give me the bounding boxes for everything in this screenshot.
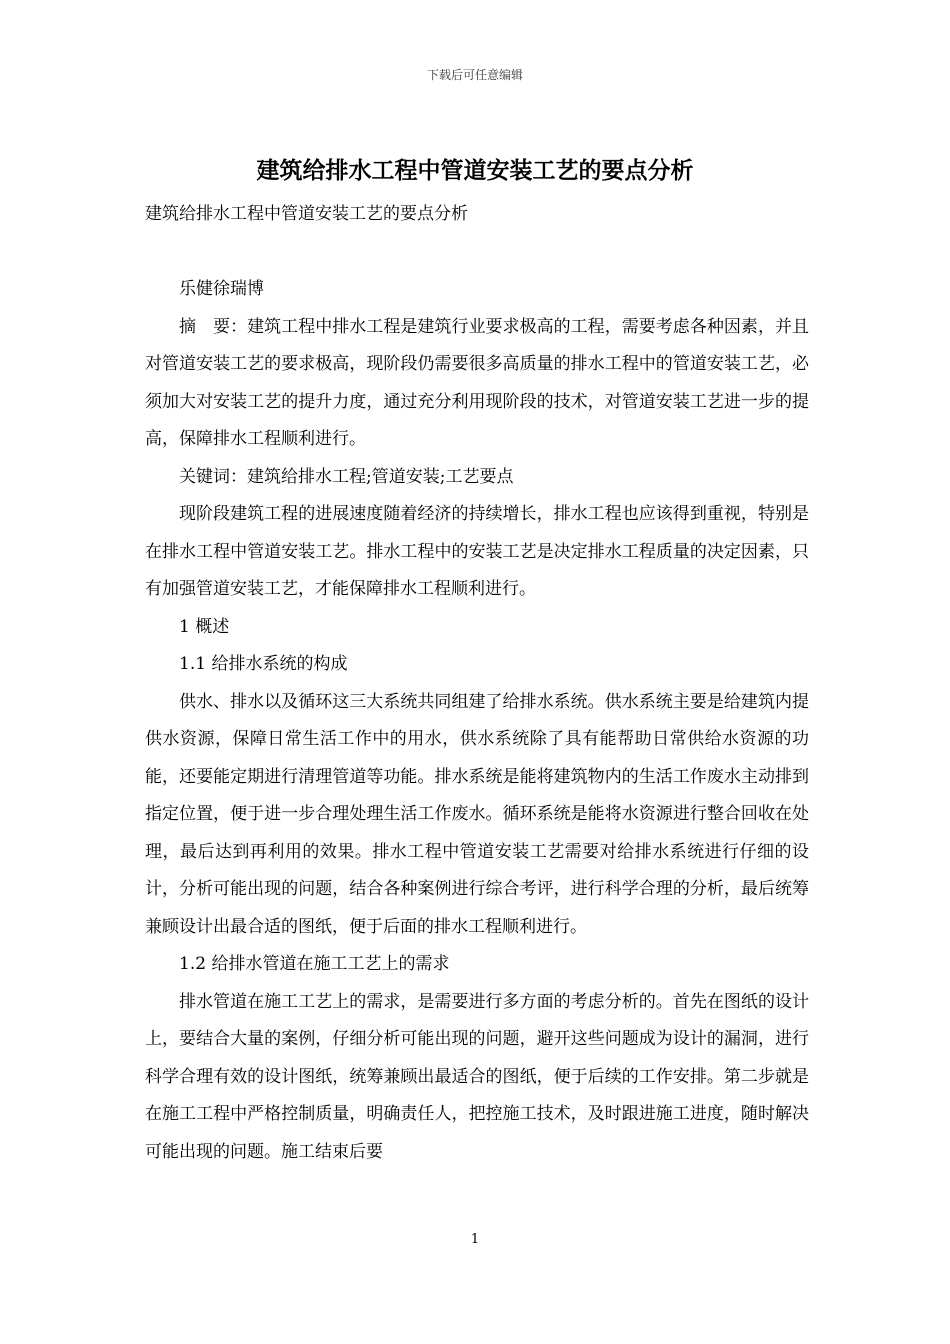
section-heading-1-2: 1.2 给排水管道在施工工艺上的需求 (179, 954, 450, 974)
section-1-2-paragraph: 排水管道在施工工艺上的需求，是需要进行多方面的考虑分析的。首先在图纸的设计上，要结合大量的案例，仔细分析可能出现的问题，避开这些问题成为设计的漏洞，进行科学合理有效的设计图纸，统筹兼顾出最适合的图纸，便于后续的工作安排。第二步就是在施工工程中严格控制质量，明确责任人，把控施工技术，及时跟进施工进度，随时解决可能出现的问题。施工结束后要 (145, 991, 809, 1162)
page-number: 1 (470, 1232, 480, 1247)
document-body (145, 196, 809, 1171)
document-title: 建筑给排水工程中管道安装工艺的要点分析 (256, 158, 694, 184)
document-subtitle: 建筑给排水工程中管道安装工艺的要点分析 (145, 204, 468, 224)
section-heading-1-1: 1.1 给排水系统的构成 (179, 654, 348, 674)
blank-line (145, 234, 809, 272)
keywords-line: 关键词：建筑给排水工程;管道安装;工艺要点 (179, 466, 514, 487)
intro-paragraph: 现阶段建筑工程的进展速度随着经济的持续增长，排水工程也应该得到重视，特别是在排水工程中管道安装工艺。排水工程中的安装工艺是决定排水工程质量的决定因素，只有加强管道安装工艺，才能保障排水工程顺利进行。 (145, 504, 809, 599)
section-1-1-paragraph: 供水、排水以及循环这三大系统共同组建了给排水系统。供水系统主要是给建筑内提供水资源，保障日常生活工作中的用水，供水系统除了具有能帮助日常供给水资源的功能，还要能定期进行清理管道等功能。排水系统是能将建筑物内的生活工作废水主动排到指定位置，便于进一步合理处理生活工作废水。循环系统是能将水资源进行整合回收在处理，最后达到再利用的效果。排水工程中管道安装工艺需要对给排水系统进行仔细的设计，分析可能出现的问题，结合各种案例进行综合考评，进行科学合理的分析，最后统筹兼顾设计出最合适的图纸，便于后面的排水工程顺利进行。 (145, 691, 809, 937)
abstract-paragraph: 摘 要：建筑工程中排水工程是建筑行业要求极高的工程，需要考虑各种因素，并且对管道安装工艺的要求极高，现阶段仍需要很多高质量的排水工程中的管道安装工艺，必须加大对安装工艺的提升力度，通过充分利用现阶段的技术，对管道安装工艺进一步的提高，保障排水工程顺利进行。 (145, 316, 809, 449)
section-heading-1: 1 概述 (179, 616, 230, 637)
page-header-note: 下载后可任意编辑 (426, 68, 523, 82)
authors-line: 乐健徐瑞博 (179, 279, 264, 299)
